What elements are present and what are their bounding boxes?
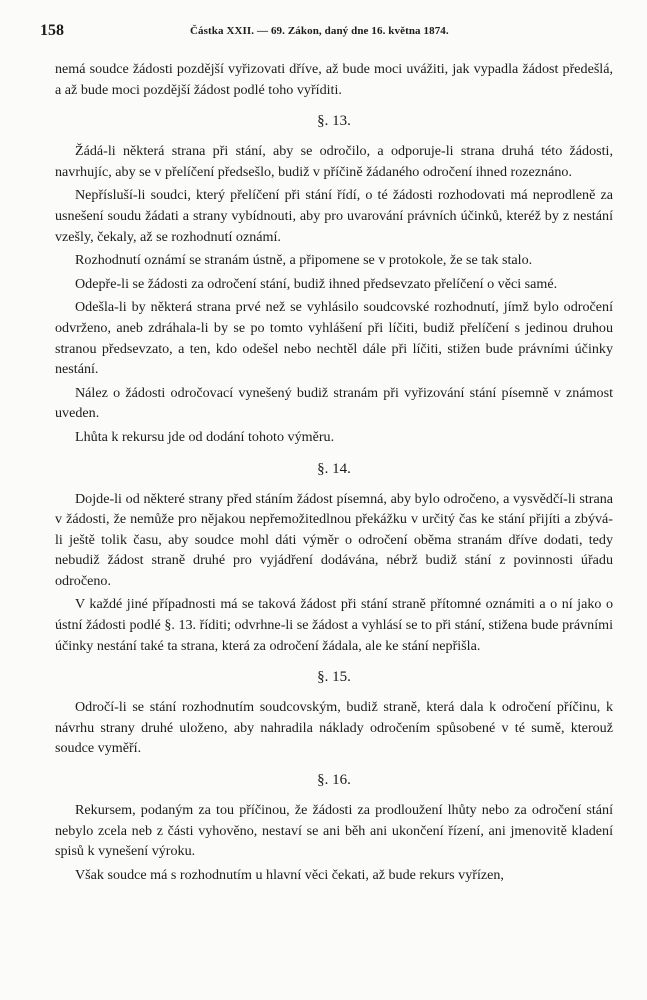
page-number: 158 (40, 22, 64, 39)
page-body (55, 59, 613, 885)
paragraph: Lhůta k rekursu jde od dodání tohoto výměru. (75, 428, 335, 445)
section-heading-13: §. 13. (317, 113, 351, 130)
paragraph: Však soudce má s rozhodnutím u hlavní věci čekati, až bude rekurs vyřízen, (75, 866, 504, 883)
paragraph: Nepřísluší-li soudci, který přelíčení při stání řídí, o té žádosti rozhodovati má neprodleně za usnešení soudu žádati a strany vybídnouti, aby pro uvarování právních účinků, kteréž by z nestání vzešly, čekaly, až se rozhodnutí oznámí. (55, 187, 613, 245)
paragraph: V každé jiné případnosti má se taková žádost při stání straně přítomné oznámiti a o ní jako o ústní žádosti podlé §. 13. říditi; odvrhne-li se žádost a vyhlásí se to při stání, stižena bude právními účinky nestání také ta strana, která za odročení žádala, ale ke stání nepřišla. (55, 596, 613, 654)
section-heading-15: §. 15. (317, 669, 351, 686)
continuation-paragraph: nemá soudce žádosti pozdější vyřizovati dříve, až bude moci uvážiti, jak vypadla žádost předešlá, a až bude moci pozdější žádost podlé toho vyříditi. (55, 61, 613, 98)
paragraph: Odešla-li by některá strana prvé než se vyhlásilo soudcovské rozhodnutí, jímž bylo odročení odvrženo, aneb zdráhala-li by se po tomto vyhlášení při líčiti, budiž přelíčení s jedinou druhou stranou předsevzato, a ten, kdo odešel nebo nechtěl dále při líčiti, stižen bude právními účinky nestání. (55, 299, 613, 378)
paragraph: Rozhodnutí oznámí se stranám ústně, a připomene se v protokole, že se tak stalo. (75, 252, 533, 269)
paragraph: Nález o žádosti odročovací vynešený budiž stranám při vyřizování stání písemně v známost uveden. (55, 384, 613, 422)
section-heading-14: §. 14. (317, 460, 351, 477)
paragraph: Odročí-li se stání rozhodnutím soudcovským, budiž straně, která dala k odročení příčinu, k návrhu strany druhé uloženo, aby nahradila náklady odročením spůsobené v té sumě, kterouž soudce vyměří. (55, 699, 613, 757)
paragraph: Rekursem, podaným za tou příčinou, že žádosti za prodloužení lhůty nebo za odročení stání nebylo zcela neb z části vyhověno, nestaví se ani běh ani ukončení řízení, ani jmenovitě kladení spisů k vynešení výroku. (55, 802, 613, 860)
paragraph: Dojde-li od některé strany před stáním žádost písemná, aby bylo odročeno, a vysvědčí-li strana v žádosti, že nemůže pro nějakou nepřemožitedlnou překážku v určitý čas ke stání přijíti a zbývá-li ještě tolik času, aby soudce mohl dáti výměr o odročení oběma stranám dříve dodati, tedy nebudiž žádost straně druhé pro vyjádření dodávána, nébrž budiž stání z povinnosti úřadu odročeno. (55, 490, 613, 589)
page-header (40, 20, 611, 42)
section-heading-16: §. 16. (317, 772, 351, 789)
running-head: Částka XXII. — 69. Zákon, daný dne 16. května 1874. (190, 25, 449, 37)
paragraph: Žádá-li některá strana při stání, aby se odročilo, a odporuje-li strana druhá této žádosti, navrhujíc, aby se v přelíčení předsešlo, budiž v příčině žádaného odročení ihned rozeznáno. (55, 143, 613, 180)
paragraph: Odepře-li se žádosti za odročení stání, budiž ihned předsevzato přelíčení o věci samé. (75, 275, 558, 292)
